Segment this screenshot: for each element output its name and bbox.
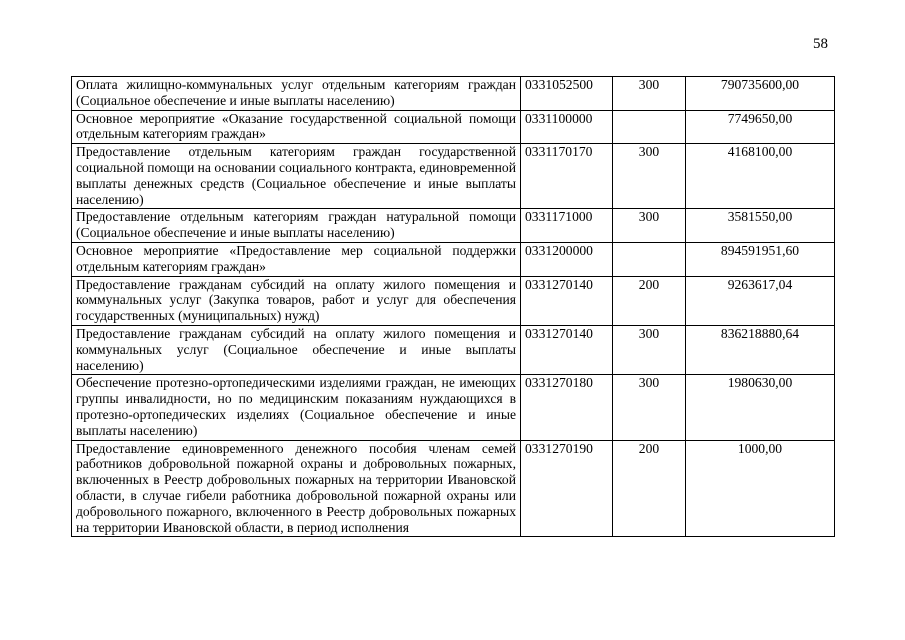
row-name: Предоставление отдельным категориям граждан государственной социальной помощи на основании социального контракта, единовременной выплаты денежных средств (Социальное обеспечение и иные выплаты населению) bbox=[72, 144, 521, 209]
row-type: 300 bbox=[613, 144, 686, 209]
row-sum: 790735600,00 bbox=[686, 77, 835, 111]
table-row bbox=[72, 144, 835, 209]
row-code: 0331270140 bbox=[521, 325, 613, 374]
row-type: 300 bbox=[613, 209, 686, 243]
row-code: 0331100000 bbox=[521, 110, 613, 144]
row-name: Предоставление гражданам субсидий на оплату жилого помещения и коммунальных услуг (Социальное обеспечение и иные выплаты населению) bbox=[72, 325, 521, 374]
row-type: 300 bbox=[613, 325, 686, 374]
row-sum: 1980630,00 bbox=[686, 375, 835, 440]
row-name: Обеспечение протезно-ортопедическими изделиями граждан, не имеющих группы инвалидности, но по медицинским показаниям нуждающихся в протезно-ортопедических изделиях (Социальное обеспечение и иные выплаты населению) bbox=[72, 375, 521, 440]
page-number: 58 bbox=[813, 36, 828, 52]
table-row bbox=[72, 440, 835, 537]
row-sum: 836218880,64 bbox=[686, 325, 835, 374]
row-sum: 4168100,00 bbox=[686, 144, 835, 209]
row-sum: 9263617,04 bbox=[686, 276, 835, 325]
row-type: 300 bbox=[613, 375, 686, 440]
row-sum: 1000,00 bbox=[686, 440, 835, 537]
table-row bbox=[72, 325, 835, 374]
row-code: 0331171000 bbox=[521, 209, 613, 243]
row-type bbox=[613, 110, 686, 144]
row-type: 300 bbox=[613, 77, 686, 111]
table-row bbox=[72, 77, 835, 111]
row-code: 0331200000 bbox=[521, 242, 613, 276]
row-name: Основное мероприятие «Предоставление мер социальной поддержки отдельным категориям граждан» bbox=[72, 242, 521, 276]
row-name: Предоставление единовременного денежного пособия членам семей работников добровольной пожарной охраны и добровольных пожарных, включенных в Реестр добровольных пожарных на территории Ивановской области, в случае гибели работника добровольной пожарной охраны или добровольного пожарного, включенного в Реестр добровольных пожарных на территории Ивановской области, в период исполнения bbox=[72, 440, 521, 537]
row-sum: 7749650,00 bbox=[686, 110, 835, 144]
table-row bbox=[72, 110, 835, 144]
row-type: 200 bbox=[613, 440, 686, 537]
row-name: Предоставление отдельным категориям граждан натуральной помощи (Социальное обеспечение и иные выплаты населению) bbox=[72, 209, 521, 243]
row-name: Предоставление гражданам субсидий на оплату жилого помещения и коммунальных услуг (Закупка товаров, работ и услуг для обеспечения государственных (муниципальных) нужд) bbox=[72, 276, 521, 325]
row-code: 0331270190 bbox=[521, 440, 613, 537]
row-type: 200 bbox=[613, 276, 686, 325]
row-name: Основное мероприятие «Оказание государственной социальной помощи отдельным категориям граждан» bbox=[72, 110, 521, 144]
table-row bbox=[72, 209, 835, 243]
table-row bbox=[72, 242, 835, 276]
row-code: 0331270180 bbox=[521, 375, 613, 440]
row-type bbox=[613, 242, 686, 276]
row-code: 0331170170 bbox=[521, 144, 613, 209]
row-code: 0331270140 bbox=[521, 276, 613, 325]
budget-table bbox=[71, 76, 835, 537]
row-code: 0331052500 bbox=[521, 77, 613, 111]
row-name: Оплата жилищно-коммунальных услуг отдельным категориям граждан (Социальное обеспечение и иные выплаты населению) bbox=[72, 77, 521, 111]
table-row bbox=[72, 375, 835, 440]
table-row bbox=[72, 276, 835, 325]
row-sum: 894591951,60 bbox=[686, 242, 835, 276]
row-sum: 3581550,00 bbox=[686, 209, 835, 243]
